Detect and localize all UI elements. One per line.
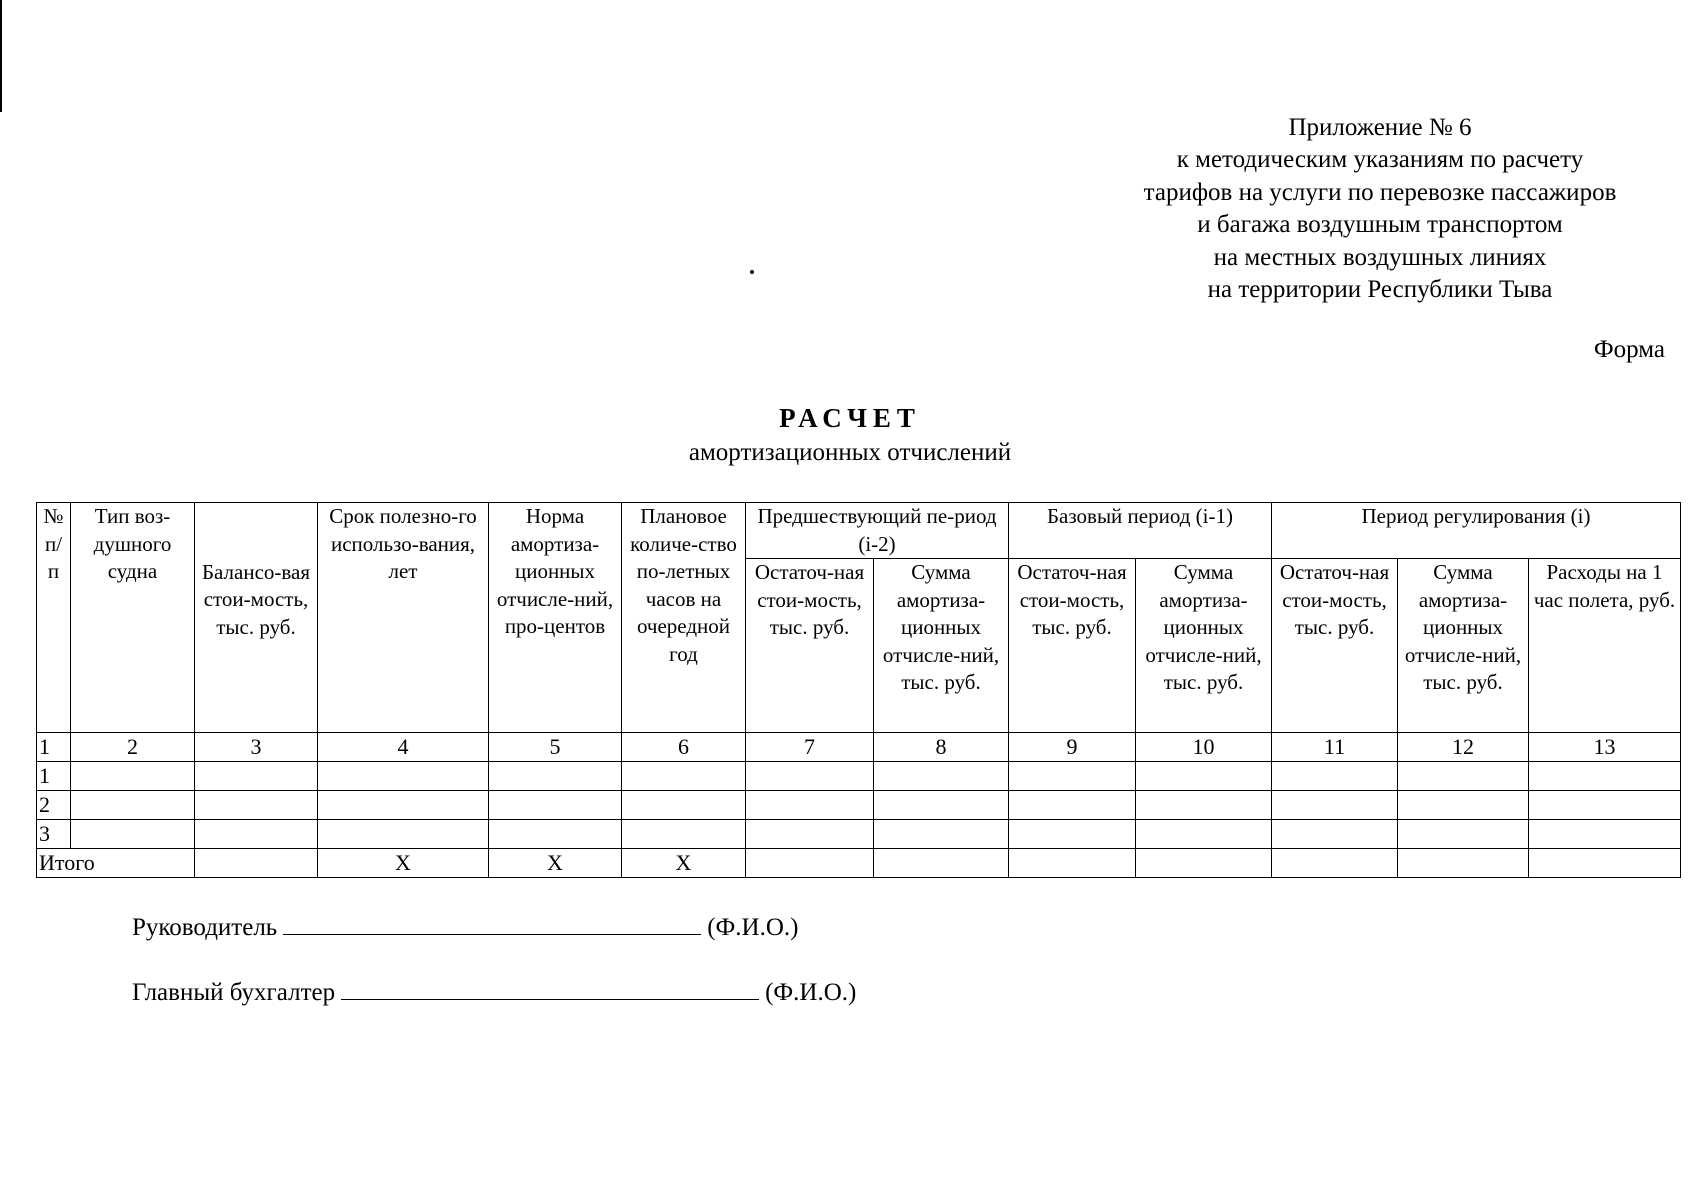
column-number: 11 <box>1272 733 1398 762</box>
table-cell <box>71 820 195 849</box>
appendix-line: на местных воздушных линиях <box>1213 243 1547 271</box>
table-cell <box>1009 820 1136 849</box>
column-number: 13 <box>1529 733 1681 762</box>
total-col5: X <box>489 849 622 878</box>
table-cell <box>71 791 195 820</box>
table-row <box>37 820 1681 849</box>
column-number: 12 <box>1398 733 1529 762</box>
table-cell <box>489 820 622 849</box>
column-number: 2 <box>71 733 195 762</box>
table-cell <box>195 849 318 878</box>
document-title: РАСЧЕТ <box>779 403 921 433</box>
head-signature <box>132 912 798 942</box>
table-cell <box>1529 849 1681 878</box>
document-subtitle: амортизационных отчислений <box>688 439 1012 466</box>
column-number: 4 <box>318 733 489 762</box>
column-number: 3 <box>195 733 318 762</box>
scan-edge-mark <box>0 0 2 112</box>
table-row <box>37 762 1681 791</box>
header-balance-cost: Балансо-вая стои-мость, тыс. руб. <box>195 559 318 733</box>
appendix-line: к методическим указаниям по расчету <box>1176 146 1584 174</box>
table-cell <box>318 791 489 820</box>
table-cell <box>1398 820 1529 849</box>
table-cell <box>1272 849 1398 878</box>
table-cell <box>1272 791 1398 820</box>
table-cell <box>1136 849 1272 878</box>
accountant-signature-line <box>341 977 759 1000</box>
table-cell <box>1398 849 1529 878</box>
table-cell <box>1136 791 1272 820</box>
header-reg-period: Период регулирования (i) <box>1272 503 1681 559</box>
column-number: 7 <box>746 733 874 762</box>
table-cell <box>1398 762 1529 791</box>
accountant-label: Главный бухгалтер <box>132 979 336 1006</box>
row-number: 1 <box>37 762 71 791</box>
table-cell <box>1272 762 1398 791</box>
table-cell <box>1529 820 1681 849</box>
header-balance-top <box>195 503 318 559</box>
table-cell <box>195 762 318 791</box>
table-cell <box>874 820 1009 849</box>
header-num: № п/ п <box>37 503 71 733</box>
table-cell <box>195 820 318 849</box>
table-cell <box>746 820 874 849</box>
total-col4: X <box>318 849 489 878</box>
header-prev-amount: Сумма амортиза-ционных отчисле-ний, тыс. руб. <box>874 559 1009 733</box>
column-number: 5 <box>489 733 622 762</box>
header-reg-residual: Остаточ-ная стои-мость, тыс. руб. <box>1272 559 1398 733</box>
head-label: Руководитель <box>132 914 278 941</box>
table-cell <box>622 820 746 849</box>
table-cell <box>489 791 622 820</box>
header-reg-amount: Сумма амортиза-ционных отчисле-ний, тыс. руб. <box>1398 559 1529 733</box>
header-aircraft-type: Тип воз-душного судна <box>71 503 195 733</box>
column-number: 10 <box>1136 733 1272 762</box>
table-cell <box>746 791 874 820</box>
table-cell <box>874 762 1009 791</box>
table-cell <box>1009 762 1136 791</box>
table-cell <box>1136 762 1272 791</box>
head-name-hint: (Ф.И.О.) <box>707 914 799 941</box>
appendix-line: и багажа воздушным транспортом <box>1197 211 1563 239</box>
column-number: 8 <box>874 733 1009 762</box>
accountant-signature <box>132 977 856 1007</box>
table-cell <box>874 791 1009 820</box>
table-cell <box>71 762 195 791</box>
header-base-period: Базовый период (i-1) <box>1009 503 1272 559</box>
table-cell <box>746 762 874 791</box>
appendix-line: Приложение № 6 <box>1288 114 1472 141</box>
table-cell <box>1529 791 1681 820</box>
table-cell <box>195 791 318 820</box>
form-label: Форма <box>1593 336 1665 363</box>
table-cell <box>318 820 489 849</box>
column-number-row <box>37 733 1681 762</box>
table-cell <box>1272 820 1398 849</box>
table-cell <box>1136 820 1272 849</box>
table-cell <box>622 791 746 820</box>
appendix-header <box>1100 112 1660 306</box>
table-cell <box>318 762 489 791</box>
table-cell <box>746 849 874 878</box>
header-reg-cost-per-hour: Расходы на 1 час полета, руб. <box>1529 559 1681 733</box>
column-number: 9 <box>1009 733 1136 762</box>
table-cell <box>1529 762 1681 791</box>
row-number: 3 <box>37 820 71 849</box>
header-prev-residual: Остаточ-ная стои-мость, тыс. руб. <box>746 559 874 733</box>
table-cell <box>1009 849 1136 878</box>
header-prev-period: Предшествующий пе-риод (i-2) <box>746 503 1009 559</box>
column-number: 1 <box>37 733 71 762</box>
total-label: Итого <box>37 849 195 878</box>
total-row <box>37 849 1681 878</box>
scan-dot-mark <box>750 270 754 274</box>
column-number: 6 <box>622 733 746 762</box>
header-base-residual: Остаточ-ная стои-мость, тыс. руб. <box>1009 559 1136 733</box>
header-depreciation-rate: Норма амортиза-ционных отчисле-ний, про-центов <box>489 503 622 733</box>
table-cell <box>874 849 1009 878</box>
header-useful-life: Срок полезно-го использо-вания, лет <box>318 503 489 733</box>
appendix-line: тарифов на услуги по перевозке пассажиров <box>1143 178 1617 206</box>
appendix-line: на территории Республики Тыва <box>1207 276 1553 304</box>
table-row <box>37 791 1681 820</box>
total-col6: X <box>622 849 746 878</box>
header-planned-hours: Плановое количе-ство по-летных часов на очередной год <box>622 503 746 733</box>
table-cell <box>1009 791 1136 820</box>
header-base-amount: Сумма амортиза-ционных отчисле-ний, тыс. руб. <box>1136 559 1272 733</box>
head-signature-line <box>283 912 701 935</box>
accountant-name-hint: (Ф.И.О.) <box>765 979 857 1006</box>
table-cell <box>489 762 622 791</box>
table-cell <box>1398 791 1529 820</box>
row-number: 2 <box>37 791 71 820</box>
depreciation-table <box>36 502 1681 878</box>
table-cell <box>622 762 746 791</box>
